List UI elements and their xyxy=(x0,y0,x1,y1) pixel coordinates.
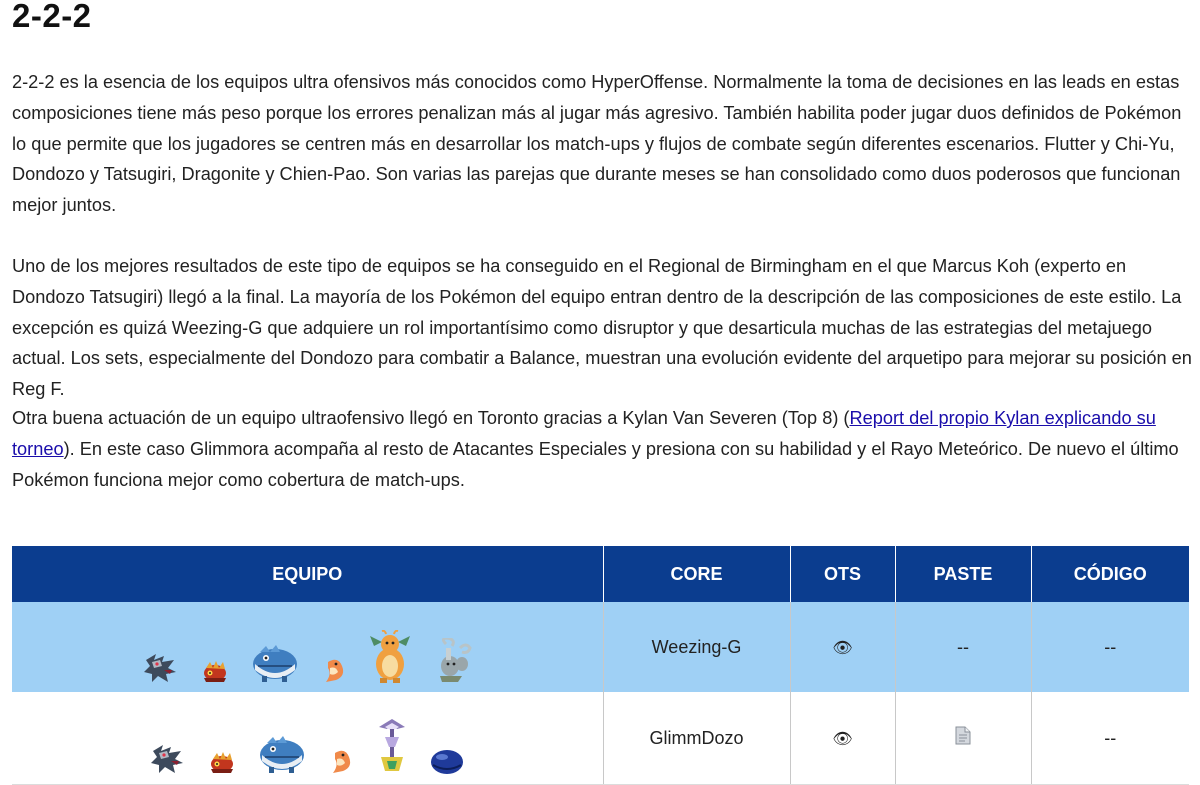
team-cell xyxy=(12,692,603,785)
report-link[interactable]: Report del propio Kylan explicando su torneo xyxy=(12,408,1156,459)
table-header-row xyxy=(12,546,1189,602)
paragraph-intro: 2-2-2 es la esencia de los equipos ultra ofensivos más conocidos como HyperOffense. Normalmente la toma de decisiones en las leads en estas composiciones tiene más peso porque los errores penalizan más al jugar más agresivo. También habilita poder jugar duos definidos de Pokémon lo que permite que los jugadores se centren más en desarrollar los match-ups y flujos de combate según diferentes escenarios. Flutter y Chi-Yu, Dondozo y Tatsugiri, Dragonite y Chien-Pao. Son varias las parejas que durante meses se han consolidado como duos poderosos que funcionan mejor juntos. xyxy=(12,72,1182,216)
sizzlipede-icon xyxy=(207,749,237,775)
table-row xyxy=(12,692,1189,785)
tatsugiri-icon xyxy=(327,747,355,775)
sizzlipede-icon xyxy=(200,658,230,684)
paragraph-toronto xyxy=(12,403,1192,495)
dragonite-icon xyxy=(368,630,412,684)
header-ots: OTS xyxy=(790,546,895,602)
header-paste: PASTE xyxy=(895,546,1031,602)
header-equipo: EQUIPO xyxy=(12,546,603,602)
zoroark-hisui-icon xyxy=(149,741,187,775)
eye-icon[interactable]: 👁 xyxy=(832,730,853,748)
teams-table xyxy=(12,546,1189,785)
paste-cell[interactable] xyxy=(895,692,1031,785)
document-icon[interactable] xyxy=(955,726,971,745)
paragraph-text: ). En este caso Glimmora acompaña al resto de Atacantes Especiales y presiona con su habilidad y el Rayo Meteórico. De nuevo el último Pokémon funciona mejor como cobertura de match-ups. xyxy=(12,438,1179,490)
table-row xyxy=(12,602,1189,692)
eye-icon[interactable]: 👁 xyxy=(832,639,853,657)
glimmora-icon xyxy=(375,717,409,775)
weezing-galar-icon xyxy=(432,638,472,684)
core-cell: GlimmDozo xyxy=(603,692,790,785)
paste-cell: -- xyxy=(895,602,1031,692)
dondozo-icon xyxy=(257,733,307,775)
team-cell xyxy=(12,602,603,692)
section-heading: 2-2-2 xyxy=(12,0,92,34)
paragraph-text: Otra buena actuación de un equipo ultraofensivo llegó en Toronto gracias a Kylan Van Severen (Top 8) ( xyxy=(12,408,850,428)
ots-cell[interactable] xyxy=(790,602,895,692)
zoroark-hisui-icon xyxy=(142,650,180,684)
tatsugiri-icon xyxy=(320,656,348,684)
ots-cell[interactable] xyxy=(790,692,895,785)
poke-ball-blue-icon xyxy=(429,747,465,775)
header-codigo: CÓDIGO xyxy=(1031,546,1189,602)
codigo-cell: -- xyxy=(1031,692,1189,785)
paragraph-birmingham: Uno de los mejores resultados de este tipo de equipos se ha conseguido en el Regional de Birmingham en el que Marcus Koh (experto en Dondozo Tatsugiri) llegó a la final. La mayoría de los Pokémon del equipo entran dentro de la descripción de las composiciones de este estilo. La excepción es quizá Weezing-G que adquiere un rol importantísimo como disruptor y que desarticula muchas de las estrategias del metajuego actual. Los sets, especialmente del Dondozo para combatir a Balance, muestran una evolución evidente del arquetipo para mejorar su posición en Reg F. xyxy=(12,256,1192,400)
core-cell: Weezing-G xyxy=(603,602,790,692)
codigo-cell: -- xyxy=(1031,602,1189,692)
dondozo-icon xyxy=(250,642,300,684)
header-core: CORE xyxy=(603,546,790,602)
